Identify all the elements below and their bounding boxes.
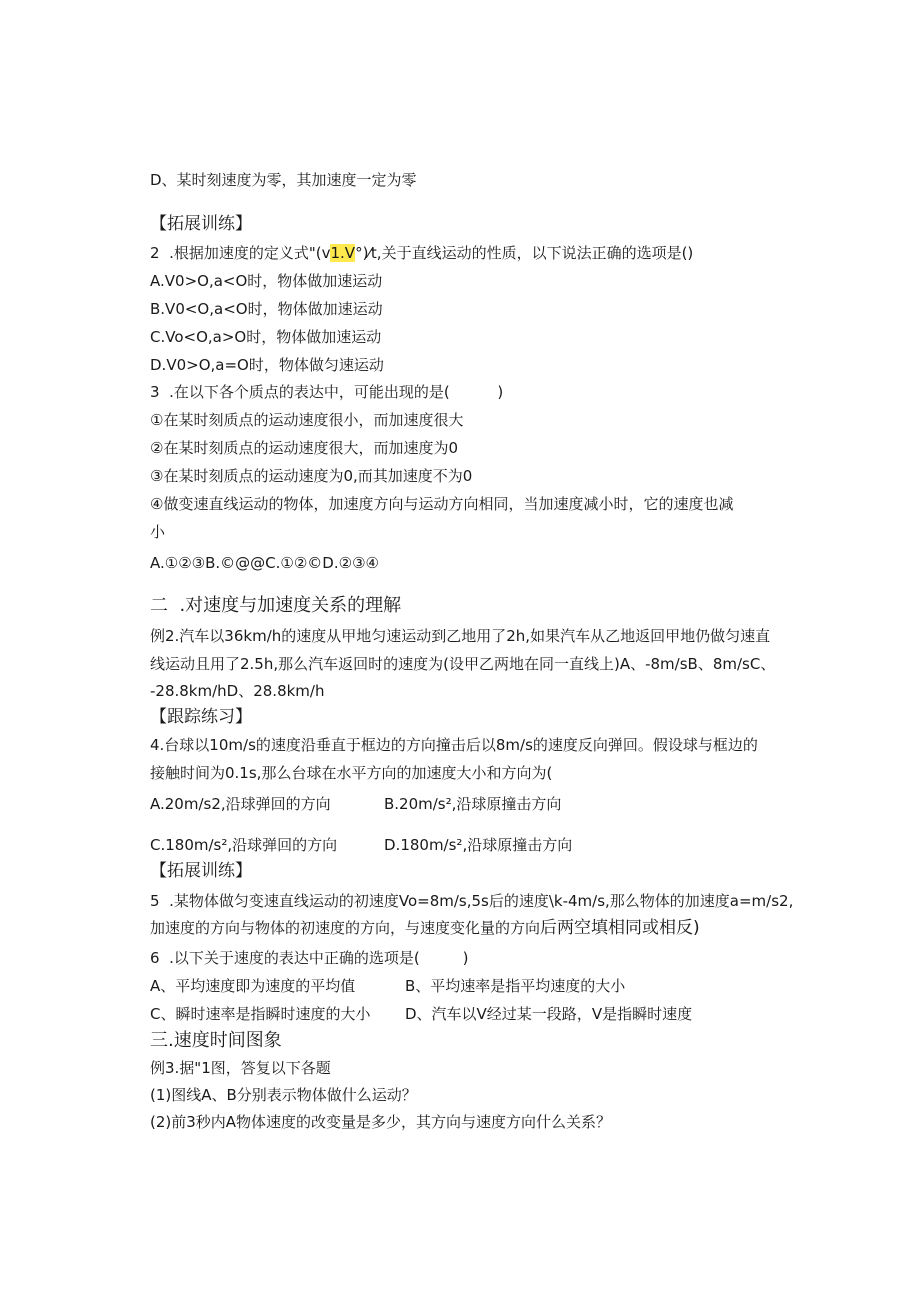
question-4-line-2: 接触时间为0.1s,那么台球在水平方向的加速度大小和方向为( <box>150 764 553 782</box>
section-heading-3: 三.速度时间图象 <box>150 1030 282 1051</box>
question-6: 6 .以下关于速度的表达中正确的选项是( ) <box>150 949 469 967</box>
example-2-line-3: -28.8km∕hD、28.8km∕h <box>150 682 325 700</box>
question-2: 2 .根据加速度的定义式"(v1.V°)⁄t,关于直线运动的性质，以下说法正确的选项是() <box>150 244 694 262</box>
section-heading-tracking: 【跟踪练习】 <box>150 707 252 727</box>
q6-option-a: A、平均速度即为速度的平均值 <box>150 977 356 995</box>
q3-statement-1: ①在某时刻质点的运动速度很小，而加速度很大 <box>150 411 464 429</box>
q4-option-b: B.20m∕s²,沿球原撞击方向 <box>384 795 562 813</box>
q2-option-d: D.V0>O,a=O时，物体做匀速运动 <box>150 356 384 374</box>
q6-option-c: C、瞬时速率是指瞬时速度的大小 <box>150 1005 371 1023</box>
example-2-line-1: 例2.汽车以36km∕h的速度从甲地匀速运动到乙地用了2h,如果汽车从乙地返回甲地仍做匀速直 <box>150 627 771 645</box>
q3-statement-2: ②在某时刻质点的运动速度很大，而加速度为0 <box>150 439 458 457</box>
question-4-line-1: 4.台球以10m∕s的速度沿垂直于框边的方向撞击后以8m∕s的速度反向弹回。假设球与框边的 <box>150 736 758 754</box>
example-3-part-1: (1)图线A、B分别表示物体做什么运动？ <box>150 1086 417 1104</box>
question-3: 3 .在以下各个质点的表达中，可能出现的是( ) <box>150 383 504 401</box>
section-heading-extension: 【拓展训练】 <box>150 214 252 234</box>
q3-statement-3: ③在某时刻质点的运动速度为0,而其加速度不为0 <box>150 467 473 485</box>
q4-option-a: A.20m∕s2,沿球弹回的方向 <box>150 795 331 813</box>
question-5-line-2: 加速度的方向与物体的初速度的方向，与速度变化量的方向后两空填相同或相反) <box>150 918 700 938</box>
highlighted-text: 1.V <box>330 244 356 262</box>
example-3-part-2: (2)前3秒内A物体速度的改变量是多少，其方向与速度方向什么关系？ <box>150 1113 612 1131</box>
q3-statement-4-cont: 小 <box>150 523 166 541</box>
q3-statement-4: ④做变速直线运动的物体，加速度方向与运动方向相同，当加速度减小时，它的速度也减 <box>150 495 734 513</box>
q4-option-d: D.180m∕s²,沿球原撞击方向 <box>384 836 573 854</box>
option-d-line: D、某时刻速度为零，其加速度一定为零 <box>150 171 417 189</box>
example-3: 例3.据"1图，答复以下各题 <box>150 1059 331 1077</box>
question-5-line-1: 5 .某物体做匀变速直线运动的初速度Vo=8m∕s,5s后的速度\k-4m∕s,那么物体的加速度a=m∕s2, <box>150 892 794 910</box>
q4-option-c: C.180m∕s²,沿球弹回的方向 <box>150 836 338 854</box>
section-heading-2: 二 .对速度与加速度关系的理解 <box>150 595 402 616</box>
example-2-line-2: 线运动且用了2.5h,那么汽车返回时的速度为(设甲乙两地在同一直线上)A、-8m∕sB、8m∕sC、 <box>150 655 776 673</box>
section-heading-extension-2: 【拓展训练】 <box>150 861 252 881</box>
q3-options: A.①②③B.©@@C.①②©D.②③④ <box>150 554 379 572</box>
q6-option-b: B、平均速率是指平均速度的大小 <box>405 977 626 995</box>
q2-option-a: A.V0>O,a<O时，物体做加速运动 <box>150 272 383 290</box>
q2-option-c: C.Vo<O,a>O时，物体做加速运动 <box>150 328 382 346</box>
q6-option-d: D、汽车以V经过某一段路，V是指瞬时速度 <box>405 1005 693 1023</box>
q2-option-b: B.V0<O,a<O时，物体做加速运动 <box>150 300 383 318</box>
